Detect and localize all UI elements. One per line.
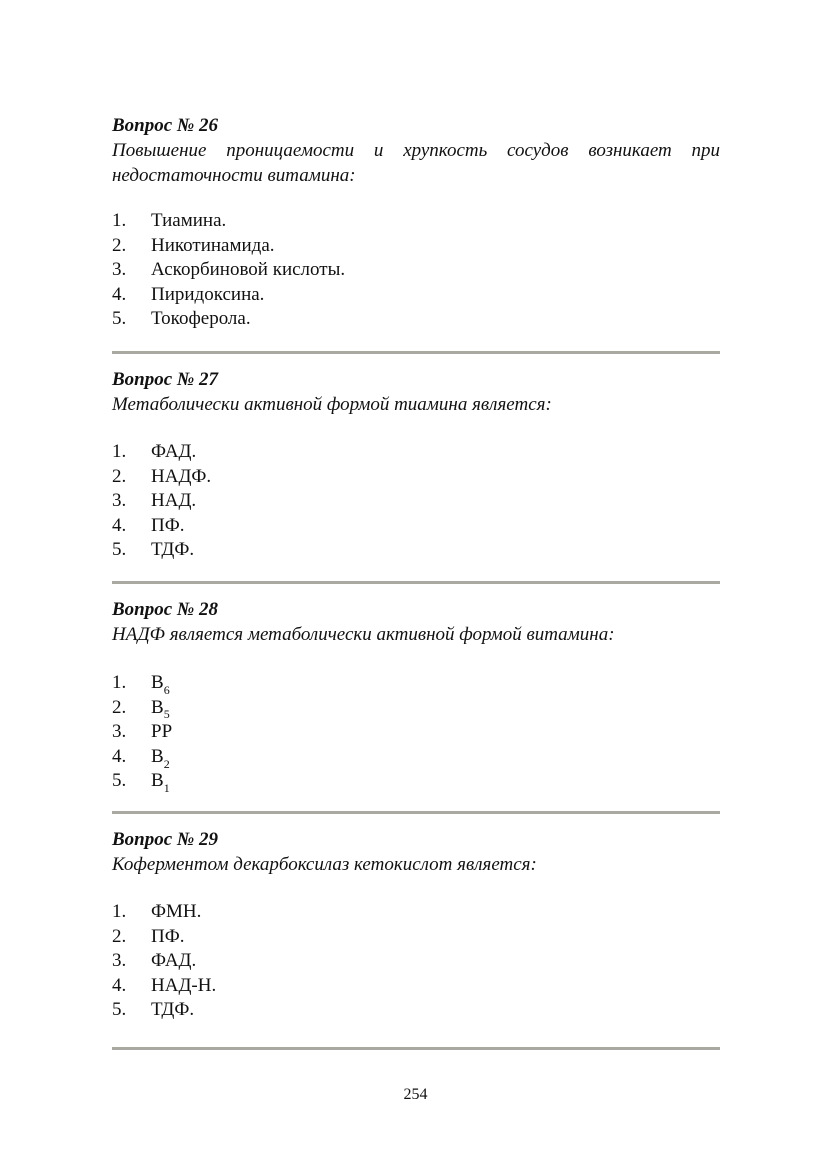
answer-text: НАД. (151, 490, 197, 512)
answer-item (112, 900, 720, 925)
answer-text: Пиридоксина. (151, 283, 265, 305)
answer-number: 2. (112, 925, 127, 947)
question-27 (112, 368, 720, 563)
question-title: Вопрос № 28 (112, 599, 219, 620)
answer-item (112, 998, 720, 1023)
answer-list (112, 671, 720, 794)
question-title: Вопрос № 29 (112, 829, 219, 850)
answer-item (112, 720, 720, 745)
answer-text: B (151, 745, 164, 767)
separator-rule (112, 351, 720, 354)
answer-text: НАДФ. (151, 465, 212, 487)
separator-rule (112, 811, 720, 814)
answer-item (112, 234, 720, 259)
answer-text: Аскорбиновой кислоты. (151, 259, 346, 281)
answer-text: Тиамина. (151, 210, 227, 231)
answer-number: 3. (112, 950, 127, 972)
answer-item (112, 489, 720, 514)
answer-text: НАД-Н. (151, 974, 217, 996)
answer-subscript: 5 (163, 707, 170, 722)
answer-item (112, 974, 720, 999)
answer-text: ФАД. (151, 950, 197, 972)
answer-number: 4. (112, 974, 127, 996)
answer-item (112, 925, 720, 950)
answer-list (112, 209, 720, 332)
answer-text: Никотинамида. (151, 234, 275, 256)
answer-number: 4. (112, 514, 127, 536)
question-text: Повышение проницаемости и хрупкость сосудов возникает при недостаточности витамина: (112, 140, 720, 186)
answer-number: 5. (112, 999, 127, 1021)
page-number: 254 (403, 1086, 428, 1103)
answer-item (112, 465, 720, 490)
answer-number: 1. (112, 901, 127, 922)
answer-text: B (151, 770, 164, 792)
answer-text: ТДФ. (151, 999, 195, 1021)
answer-list (112, 440, 720, 563)
separator-rule (112, 581, 720, 584)
answer-number: 5. (112, 770, 127, 792)
answer-number: 2. (112, 465, 127, 487)
answer-item (112, 769, 720, 794)
answer-subscript: 6 (163, 682, 170, 697)
answer-number: 4. (112, 283, 127, 305)
answer-subscript: 2 (163, 756, 170, 771)
answer-number: 1. (112, 441, 127, 462)
question-26 (112, 114, 720, 332)
answer-item (112, 440, 720, 465)
question-29 (112, 828, 720, 1023)
answer-number: 2. (112, 234, 127, 256)
answer-list (112, 900, 720, 1023)
question-text: Коферментом декарбоксилаз кетокислот является: (112, 854, 537, 875)
question-text: НАДФ является метаболически активной формой витамина: (112, 624, 615, 645)
question-title: Вопрос № 26 (112, 115, 219, 136)
answer-text: B (151, 696, 164, 718)
answer-number: 1. (112, 210, 127, 231)
answer-number: 3. (112, 490, 127, 512)
answer-number: 5. (112, 308, 127, 330)
answer-item (112, 258, 720, 283)
answer-text: Токоферола. (151, 308, 251, 330)
answer-item (112, 671, 720, 696)
answer-item (112, 696, 720, 721)
answer-number: 1. (112, 672, 127, 693)
answer-number: 5. (112, 539, 127, 561)
answer-item (112, 745, 720, 770)
separator-rule (112, 1047, 720, 1050)
answer-item (112, 514, 720, 539)
answer-text: B (151, 672, 164, 693)
answer-text: ТДФ. (151, 539, 195, 561)
answer-text: ПФ. (151, 514, 185, 536)
answer-item (112, 307, 720, 332)
answer-text: PP (151, 721, 173, 743)
answer-number: 2. (112, 696, 127, 718)
answer-item (112, 283, 720, 308)
answer-number: 4. (112, 745, 127, 767)
answer-number: 3. (112, 721, 127, 743)
answer-text: ПФ. (151, 925, 185, 947)
question-28 (112, 598, 720, 794)
answer-item (112, 949, 720, 974)
question-text: Метаболически активной формой тиамина является: (112, 394, 552, 415)
answer-item (112, 538, 720, 563)
answer-subscript: 1 (163, 781, 170, 796)
answer-number: 3. (112, 259, 127, 281)
question-title: Вопрос № 27 (112, 369, 219, 390)
answer-text: ФМН. (151, 901, 202, 922)
answer-item (112, 209, 720, 234)
answer-text: ФАД. (151, 441, 197, 462)
